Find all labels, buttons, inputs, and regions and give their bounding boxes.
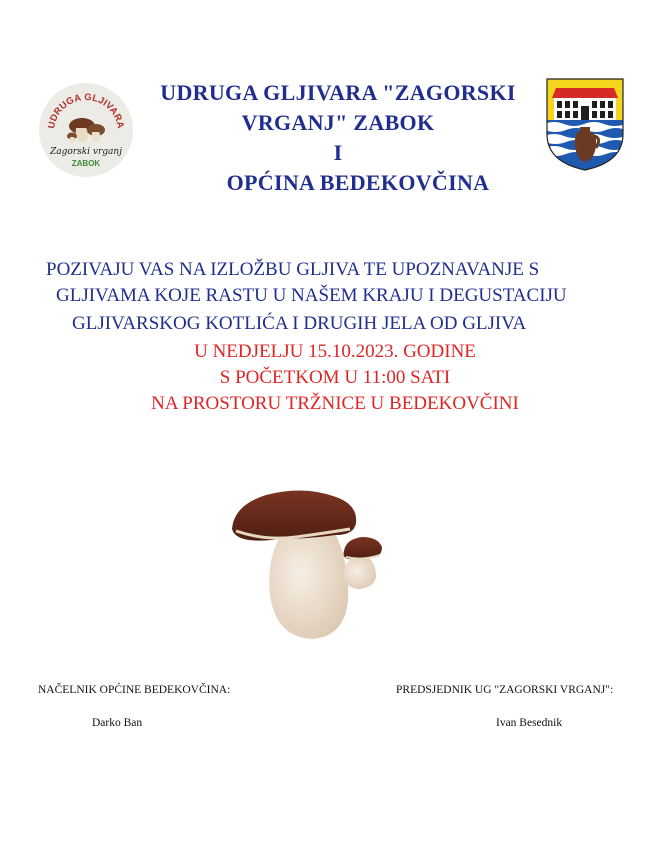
municipality-coat-of-arms — [544, 76, 626, 172]
header-line-2: VRGANJ" ZABOK — [241, 110, 435, 135]
right-signature-name: Ivan Besednik — [496, 717, 563, 729]
header-line-1: UDRUGA GLJIVARA "ZAGORSKI — [160, 80, 516, 105]
event-time: S POČETKOM U 11:00 SATI — [219, 367, 451, 388]
left-signature-name: Darko Ban — [92, 717, 143, 729]
logo-bottom-text: ZABOK — [71, 159, 101, 168]
header-line-4: OPĆINA BEDEKOVČINA — [226, 170, 490, 195]
mushroom-graphic — [226, 485, 386, 645]
invitation-line-3: GLJIVARSKOG KOTLIĆA I DRUGIH JELA OD GLJIVA — [72, 313, 527, 334]
left-signature-title: NAČELNIK OPĆINE BEDEKOVČINA: — [38, 684, 231, 696]
header-line-3: I — [333, 140, 343, 165]
logo-middle-text: Zagorski vrganj — [49, 147, 123, 157]
mushroom-illustration — [226, 485, 386, 645]
coat-of-arms-graphic — [544, 76, 626, 172]
right-signature-title: PREDSJEDNIK UG "ZAGORSKI VRGANJ": — [396, 684, 614, 696]
association-logo — [38, 82, 134, 178]
invitation-line-2: GLJIVAMA KOJE RASTU U NAŠEM KRAJU I DEGUSTACIJU — [56, 285, 567, 306]
invitation-line-1: POZIVAJU VAS NA IZLOŽBU GLJIVA TE UPOZNAVANJE S — [46, 259, 540, 280]
association-logo-graphic — [38, 82, 134, 178]
event-place: NA PROSTORU TRŽNICE U BEDEKOVČINI — [151, 393, 519, 414]
logo-top-text: UDRUGA GLJIVARA — [46, 91, 126, 130]
event-date: U NEDJELJU 15.10.2023. GODINE — [194, 341, 476, 362]
